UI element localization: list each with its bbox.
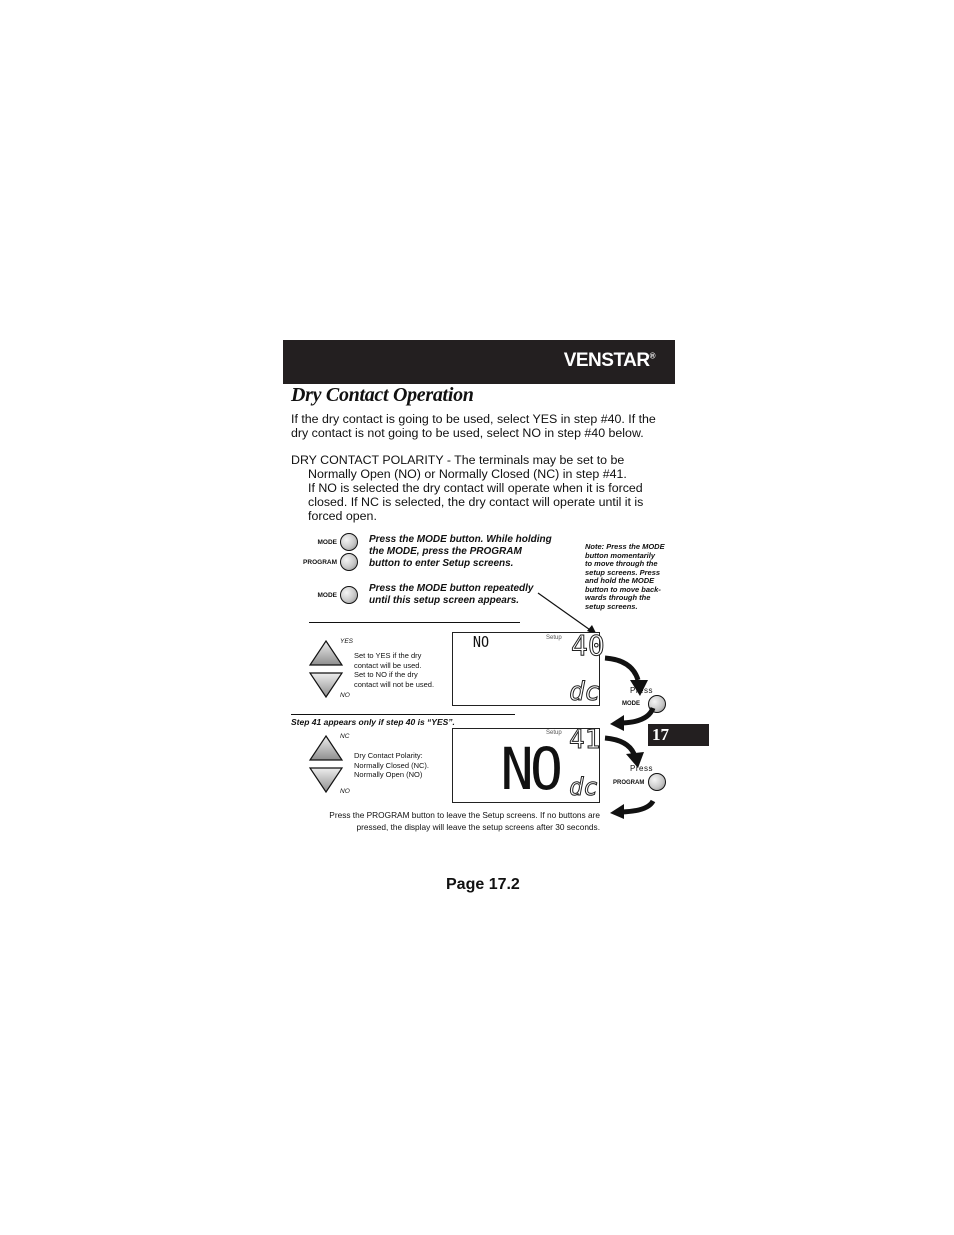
lcd-code-41: dc (569, 773, 598, 801)
lcd-display-40 (452, 629, 605, 707)
brand-logo: VENSTAR® (563, 350, 655, 371)
up-down-buttons-41[interactable] (308, 735, 344, 795)
up-arrow-button-41 (310, 736, 342, 760)
nc-label: NC (340, 733, 350, 740)
program-button[interactable] (340, 553, 358, 571)
header-bar (283, 340, 675, 384)
section-tab: 17 (648, 724, 709, 746)
press-mode-label: MODE (622, 701, 640, 707)
mode-button-label-2: MODE (317, 592, 337, 599)
lcd-value-41: NO (500, 735, 560, 803)
lcd-code: dc (569, 677, 601, 707)
press-label-40: Press (630, 686, 653, 695)
exit-arrow-41 (608, 798, 658, 820)
press-label-41: Press (630, 764, 653, 773)
note-text: Note: Press the MODE button momentarily to move through the setup screens. Press and hold the MODE button to move back- wards through the setup screens. (585, 542, 665, 611)
lcd-step-number-41: 41 (569, 725, 601, 755)
no-label: NO (340, 692, 350, 699)
up-arrow-button-40 (310, 641, 342, 665)
step41-description: Dry Contact Polarity: Normally Closed (NC). Normally Open (NO) (354, 751, 430, 779)
press-program-label: PROGRAM (613, 780, 645, 786)
yes-label: YES (340, 638, 354, 645)
polarity-paragraph: DRY CONTACT POLARITY - The terminals may be set to be Normally Open (NO) or Normally Closed (NC) in step #41. If NO is selected the dry contact will operate when it is forced closed. If NC is selected, the dry contact will operate until it is forced open. (291, 453, 644, 523)
lcd-value: NO (472, 633, 490, 651)
mode-button[interactable] (340, 533, 358, 551)
page-title: Dry Contact Operation (291, 384, 474, 406)
footer-note: Press the PROGRAM button to leave the Setup screens. If no buttons are pressed, the display will leave the setup screens after 30 seconds. (329, 810, 600, 832)
lcd-setup-label: Setup (546, 635, 562, 641)
up-down-buttons-40[interactable] (308, 640, 344, 700)
curved-arrow-40 (602, 652, 650, 708)
divider-line-2 (291, 714, 515, 715)
step41-condition-note: Step 41 appears only if step 40 is “YES”. (291, 717, 455, 727)
no-label-41: NO (340, 788, 350, 795)
lcd-display-41 (452, 725, 601, 803)
lcd-step-number: 40 (571, 629, 605, 662)
divider-line (309, 622, 520, 623)
intro-paragraph: If the dry contact is going to be used, select YES in step #40. If the dry contact is not going to be used, select NO in step #40 below. (291, 412, 656, 440)
mode-button-2[interactable] (340, 586, 358, 604)
mode-button-label: MODE (317, 539, 337, 546)
repeat-mode-instruction: Press the MODE button repeatedly until this setup screen appears. (369, 583, 534, 606)
down-arrow-button-40 (310, 673, 342, 697)
press-program-button[interactable] (648, 773, 666, 791)
down-arrow-button-41 (310, 768, 342, 792)
program-button-label: PROGRAM (303, 559, 337, 566)
page-number: Page 17.2 (446, 876, 520, 893)
lcd-setup-label-41: Setup (546, 730, 562, 736)
step40-description: Set to YES if the dry contact will be used. Set to NO if the dry contact will not be used. (354, 651, 435, 689)
enter-setup-instruction: Press the MODE button. While holding the MODE, press the PROGRAM button to enter Setup screens. (369, 534, 552, 569)
